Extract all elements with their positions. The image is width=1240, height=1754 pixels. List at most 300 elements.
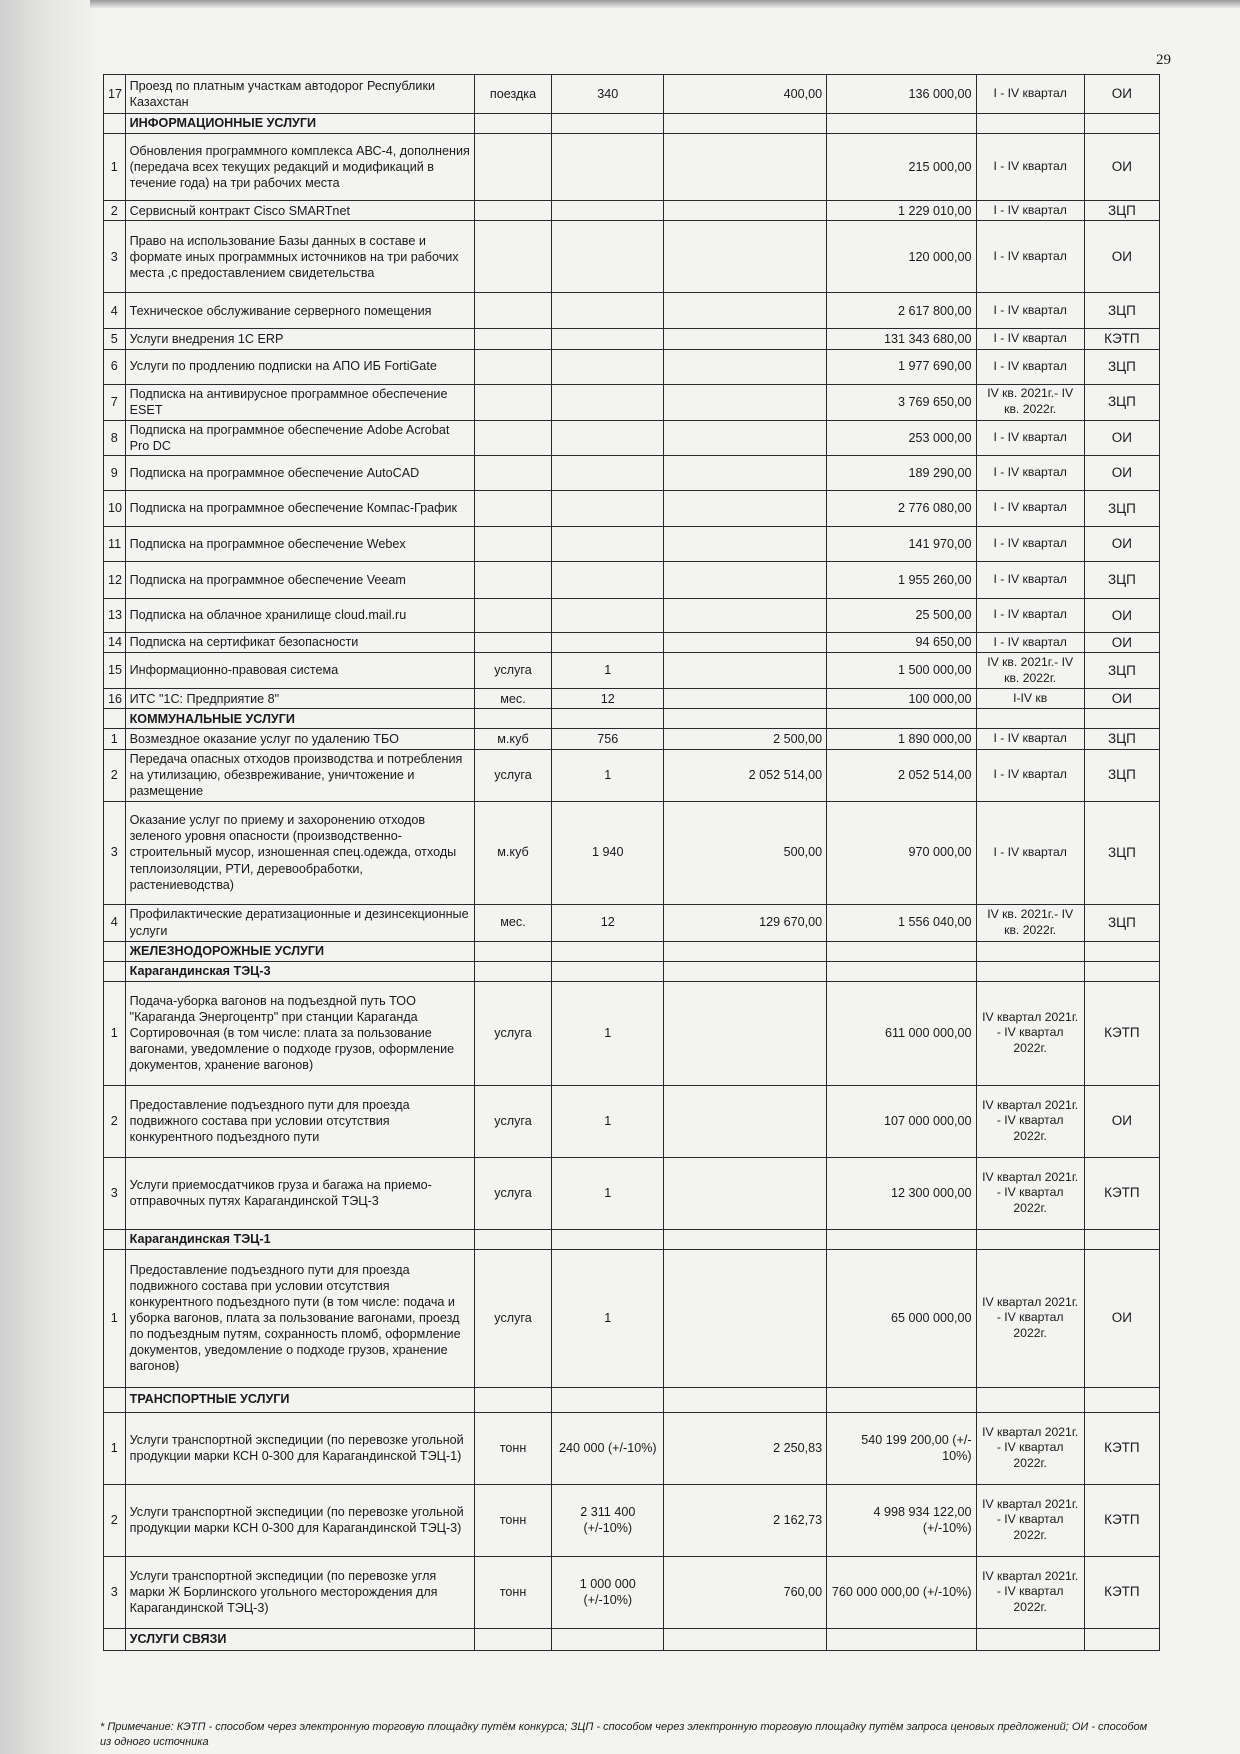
service-name-cell: Подписка на программное обеспечение Adobe Acrobat Pro DC xyxy=(125,420,474,455)
quantity-cell xyxy=(552,1387,664,1412)
procurement-method-cell xyxy=(1084,1229,1159,1249)
unit-price-cell xyxy=(664,134,827,201)
procurement-method-cell xyxy=(1084,1628,1159,1650)
service-name-cell: ИТС "1С: Предприятие 8" xyxy=(125,689,474,709)
procurement-method-cell: ЗЦП xyxy=(1084,749,1159,801)
procurement-method-cell: ОИ xyxy=(1084,134,1159,201)
quantity-cell xyxy=(552,349,664,384)
quantity-cell: 1 xyxy=(552,981,664,1085)
unit-price-cell xyxy=(664,709,827,729)
table-row xyxy=(104,1249,1160,1387)
row-number-cell: 9 xyxy=(104,455,126,490)
row-number-cell xyxy=(104,1387,126,1412)
section-title: ЖЕЛЕЗНОДОРОЖНЫЕ УСЛУГИ xyxy=(125,941,474,961)
unit-of-measure-cell xyxy=(474,941,551,961)
delivery-term-cell: I - IV квартал xyxy=(976,490,1084,526)
footnote: * Примечание: КЭТП - способом через электронную торговую площадку путём конкурса; ЗЦП - способом через электронную торговую площадку путём запроса ценовых предложений; ОИ - способом из одного источника xyxy=(100,1721,1148,1748)
quantity-cell xyxy=(552,384,664,420)
quantity-cell xyxy=(552,455,664,490)
total-amount-cell: 1 500 000,00 xyxy=(827,653,976,689)
service-name-cell: Подписка на программное обеспечение AutoCAD xyxy=(125,455,474,490)
total-amount-cell xyxy=(827,1229,976,1249)
unit-price-cell xyxy=(664,1157,827,1229)
delivery-term-cell: IV квартал 2021г. - IV квартал 2022г. xyxy=(976,1412,1084,1484)
row-number-cell xyxy=(104,1628,126,1650)
delivery-term-cell: IV квартал 2021г. - IV квартал 2022г. xyxy=(976,981,1084,1085)
total-amount-cell: 253 000,00 xyxy=(827,420,976,455)
total-amount-cell: 25 500,00 xyxy=(827,598,976,632)
row-number-cell: 2 xyxy=(104,749,126,801)
unit-price-cell xyxy=(664,490,827,526)
unit-price-cell xyxy=(664,526,827,561)
procurement-method-cell xyxy=(1084,114,1159,134)
section-header-row xyxy=(104,709,1160,729)
procurement-method-cell: ОИ xyxy=(1084,221,1159,293)
row-number-cell: 2 xyxy=(104,201,126,221)
total-amount-cell: 3 769 650,00 xyxy=(827,384,976,420)
unit-price-cell: 760,00 xyxy=(664,1556,827,1628)
service-name-cell: Подписка на облачное хранилище cloud.mail.ru xyxy=(125,598,474,632)
table-row xyxy=(104,904,1160,941)
delivery-term-cell: I - IV квартал xyxy=(976,134,1084,201)
quantity-cell xyxy=(552,490,664,526)
total-amount-cell: 611 000 000,00 xyxy=(827,981,976,1085)
unit-price-cell xyxy=(664,1229,827,1249)
row-number-cell: 1 xyxy=(104,729,126,749)
delivery-term-cell: I - IV квартал xyxy=(976,598,1084,632)
table-row xyxy=(104,455,1160,490)
row-number-cell: 3 xyxy=(104,221,126,293)
table-row xyxy=(104,598,1160,632)
total-amount-cell xyxy=(827,114,976,134)
procurement-method-cell: ОИ xyxy=(1084,598,1159,632)
row-number-cell: 3 xyxy=(104,1556,126,1628)
service-name-cell: Обновления программного комплекса АВС-4, дополнения (передача всех текущих редакций и модификаций в течение года) на три рабочих места xyxy=(125,134,474,201)
row-number-cell: 15 xyxy=(104,653,126,689)
procurement-method-cell: ОИ xyxy=(1084,689,1159,709)
procurement-method-cell: ЗЦП xyxy=(1084,653,1159,689)
total-amount-cell: 107 000 000,00 xyxy=(827,1085,976,1157)
row-number-cell: 1 xyxy=(104,981,126,1085)
row-number-cell: 8 xyxy=(104,420,126,455)
delivery-term-cell: I - IV квартал xyxy=(976,201,1084,221)
unit-price-cell xyxy=(664,329,827,349)
delivery-term-cell: I-IV кв xyxy=(976,689,1084,709)
service-name-cell: Возмездное оказание услуг по удалению ТБО xyxy=(125,729,474,749)
row-number-cell: 14 xyxy=(104,632,126,652)
unit-of-measure-cell xyxy=(474,632,551,652)
table-row xyxy=(104,1085,1160,1157)
quantity-cell: 1 xyxy=(552,1157,664,1229)
table-row xyxy=(104,526,1160,561)
quantity-cell: 2 311 400 (+/-10%) xyxy=(552,1484,664,1556)
delivery-term-cell: I - IV квартал xyxy=(976,349,1084,384)
section-header-row xyxy=(104,1229,1160,1249)
unit-price-cell xyxy=(664,1628,827,1650)
table-row xyxy=(104,801,1160,904)
service-name-cell: Сервисный контракт Cisco SMARTnet xyxy=(125,201,474,221)
service-name-cell: Подписка на программное обеспечение Компас-График xyxy=(125,490,474,526)
unit-price-cell: 2 500,00 xyxy=(664,729,827,749)
unit-price-cell xyxy=(664,221,827,293)
delivery-term-cell: I - IV квартал xyxy=(976,455,1084,490)
unit-price-cell xyxy=(664,293,827,329)
procurement-method-cell xyxy=(1084,1387,1159,1412)
section-title: ТРАНСПОРТНЫЕ УСЛУГИ xyxy=(125,1387,474,1412)
procurement-method-cell xyxy=(1084,961,1159,981)
table-row xyxy=(104,221,1160,293)
procurement-method-cell: ЗЦП xyxy=(1084,904,1159,941)
total-amount-cell: 970 000,00 xyxy=(827,801,976,904)
procurement-method-cell: КЭТП xyxy=(1084,329,1159,349)
row-number-cell xyxy=(104,709,126,729)
total-amount-cell: 4 998 934 122,00 (+/-10%) xyxy=(827,1484,976,1556)
row-number-cell: 11 xyxy=(104,526,126,561)
service-name-cell: Право на использование Базы данных в составе и формате иных программных источников на три рабочих места ,с предоставлением свидетельства xyxy=(125,221,474,293)
delivery-term-cell: I - IV квартал xyxy=(976,329,1084,349)
unit-price-cell xyxy=(664,632,827,652)
total-amount-cell: 2 052 514,00 xyxy=(827,749,976,801)
unit-of-measure-cell xyxy=(474,329,551,349)
unit-of-measure-cell xyxy=(474,709,551,729)
service-name-cell: Услуги внедрения 1С ERP xyxy=(125,329,474,349)
section-header-row xyxy=(104,114,1160,134)
row-number-cell: 2 xyxy=(104,1484,126,1556)
procurement-table xyxy=(103,74,1160,1651)
delivery-term-cell: I - IV квартал xyxy=(976,526,1084,561)
quantity-cell xyxy=(552,598,664,632)
total-amount-cell: 2 617 800,00 xyxy=(827,293,976,329)
unit-of-measure-cell xyxy=(474,384,551,420)
table-row xyxy=(104,75,1160,114)
table-row xyxy=(104,420,1160,455)
service-name-cell: Услуги транспортной экспедиции (по перевозке угля марки Ж Борлинского угольного месторождения для Карагандинской ТЭЦ-3) xyxy=(125,1556,474,1628)
procurement-method-cell: ЗЦП xyxy=(1084,349,1159,384)
table-row xyxy=(104,653,1160,689)
procurement-method-cell: ОИ xyxy=(1084,1085,1159,1157)
service-name-cell: Подписка на программное обеспечение Webex xyxy=(125,526,474,561)
unit-price-cell xyxy=(664,420,827,455)
table-row xyxy=(104,1484,1160,1556)
unit-of-measure-cell: тонн xyxy=(474,1556,551,1628)
unit-price-cell: 2 162,73 xyxy=(664,1484,827,1556)
quantity-cell: 12 xyxy=(552,904,664,941)
table-row xyxy=(104,1556,1160,1628)
delivery-term-cell: I - IV квартал xyxy=(976,221,1084,293)
procurement-method-cell: КЭТП xyxy=(1084,1556,1159,1628)
delivery-term-cell: I - IV квартал xyxy=(976,632,1084,652)
row-number-cell: 7 xyxy=(104,384,126,420)
unit-of-measure-cell xyxy=(474,221,551,293)
row-number-cell: 16 xyxy=(104,689,126,709)
row-number-cell: 17 xyxy=(104,75,126,114)
row-number-cell: 2 xyxy=(104,1085,126,1157)
delivery-term-cell: I - IV квартал xyxy=(976,293,1084,329)
table-row xyxy=(104,384,1160,420)
row-number-cell: 1 xyxy=(104,134,126,201)
unit-of-measure-cell: услуга xyxy=(474,981,551,1085)
total-amount-cell: 1 977 690,00 xyxy=(827,349,976,384)
section-title: Карагандинская ТЭЦ-1 xyxy=(125,1229,474,1249)
row-number-cell xyxy=(104,114,126,134)
unit-price-cell xyxy=(664,561,827,598)
delivery-term-cell: IV квартал 2021г. - IV квартал 2022г. xyxy=(976,1484,1084,1556)
unit-of-measure-cell: услуга xyxy=(474,1085,551,1157)
total-amount-cell: 100 000,00 xyxy=(827,689,976,709)
unit-of-measure-cell: тонн xyxy=(474,1412,551,1484)
row-number-cell: 6 xyxy=(104,349,126,384)
delivery-term-cell: IV кв. 2021г.- IV кв. 2022г. xyxy=(976,384,1084,420)
service-name-cell: Подписка на сертификат безопасности xyxy=(125,632,474,652)
table-row xyxy=(104,729,1160,749)
unit-of-measure-cell xyxy=(474,201,551,221)
row-number-cell: 10 xyxy=(104,490,126,526)
delivery-term-cell xyxy=(976,114,1084,134)
row-number-cell xyxy=(104,961,126,981)
unit-of-measure-cell xyxy=(474,349,551,384)
delivery-term-cell xyxy=(976,1387,1084,1412)
delivery-term-cell: I - IV квартал xyxy=(976,729,1084,749)
section-title: Карагандинская ТЭЦ-3 xyxy=(125,961,474,981)
total-amount-cell: 12 300 000,00 xyxy=(827,1157,976,1229)
procurement-method-cell: ОИ xyxy=(1084,420,1159,455)
unit-of-measure-cell xyxy=(474,490,551,526)
delivery-term-cell xyxy=(976,941,1084,961)
unit-of-measure-cell: м.куб xyxy=(474,729,551,749)
unit-price-cell: 129 670,00 xyxy=(664,904,827,941)
unit-price-cell xyxy=(664,1387,827,1412)
unit-of-measure-cell: тонн xyxy=(474,1484,551,1556)
quantity-cell xyxy=(552,1628,664,1650)
quantity-cell xyxy=(552,329,664,349)
scan-margin-shadow xyxy=(0,0,100,1754)
total-amount-cell: 2 776 080,00 xyxy=(827,490,976,526)
procurement-method-cell: ЗЦП xyxy=(1084,490,1159,526)
table-row xyxy=(104,689,1160,709)
procurement-method-cell: КЭТП xyxy=(1084,981,1159,1085)
quantity-cell xyxy=(552,293,664,329)
total-amount-cell: 1 556 040,00 xyxy=(827,904,976,941)
quantity-cell: 12 xyxy=(552,689,664,709)
row-number-cell: 1 xyxy=(104,1412,126,1484)
delivery-term-cell: I - IV квартал xyxy=(976,420,1084,455)
quantity-cell: 240 000 (+/-10%) xyxy=(552,1412,664,1484)
quantity-cell: 340 xyxy=(552,75,664,114)
total-amount-cell xyxy=(827,709,976,729)
unit-price-cell xyxy=(664,653,827,689)
service-name-cell: Техническое обслуживание серверного помещения xyxy=(125,293,474,329)
unit-of-measure-cell: услуга xyxy=(474,653,551,689)
delivery-term-cell: I - IV квартал xyxy=(976,749,1084,801)
unit-of-measure-cell xyxy=(474,420,551,455)
unit-price-cell xyxy=(664,961,827,981)
unit-of-measure-cell xyxy=(474,961,551,981)
total-amount-cell: 136 000,00 xyxy=(827,75,976,114)
total-amount-cell xyxy=(827,1628,976,1650)
unit-price-cell xyxy=(664,941,827,961)
service-name-cell: Подписка на антивирусное программное обеспечение ESET xyxy=(125,384,474,420)
service-name-cell: Проезд по платным участкам автодорог Республики Казахстан xyxy=(125,75,474,114)
delivery-term-cell: I - IV квартал xyxy=(976,561,1084,598)
procurement-method-cell: ОИ xyxy=(1084,75,1159,114)
delivery-term-cell xyxy=(976,709,1084,729)
row-number-cell xyxy=(104,1229,126,1249)
unit-price-cell xyxy=(664,1249,827,1387)
table-row xyxy=(104,349,1160,384)
row-number-cell: 13 xyxy=(104,598,126,632)
delivery-term-cell xyxy=(976,1229,1084,1249)
unit-price-cell xyxy=(664,384,827,420)
procurement-method-cell: КЭТП xyxy=(1084,1484,1159,1556)
table-row xyxy=(104,981,1160,1085)
total-amount-cell: 141 970,00 xyxy=(827,526,976,561)
row-number-cell: 12 xyxy=(104,561,126,598)
quantity-cell: 1 xyxy=(552,749,664,801)
scan-top-edge xyxy=(90,0,1240,8)
delivery-term-cell: IV кв. 2021г.- IV кв. 2022г. xyxy=(976,653,1084,689)
unit-of-measure-cell: услуга xyxy=(474,749,551,801)
delivery-term-cell: I - IV квартал xyxy=(976,75,1084,114)
service-name-cell: Услуги транспортной экспедиции (по перевозке угольной продукции марки КСН 0-300 для Карагандинской ТЭЦ-3) xyxy=(125,1484,474,1556)
page-number: 29 xyxy=(1156,52,1171,68)
unit-of-measure-cell xyxy=(474,526,551,561)
unit-price-cell xyxy=(664,598,827,632)
row-number-cell: 4 xyxy=(104,904,126,941)
table-row xyxy=(104,749,1160,801)
unit-of-measure-cell: услуга xyxy=(474,1249,551,1387)
unit-price-cell xyxy=(664,689,827,709)
delivery-term-cell: IV квартал 2021г. - IV квартал 2022г. xyxy=(976,1249,1084,1387)
procurement-method-cell: ОИ xyxy=(1084,1249,1159,1387)
service-name-cell: Предоставление подъездного пути для проезда подвижного состава при условии отсутствия конкурентного подъездного пути xyxy=(125,1085,474,1157)
unit-of-measure-cell: услуга xyxy=(474,1157,551,1229)
unit-price-cell xyxy=(664,114,827,134)
total-amount-cell: 1 229 010,00 xyxy=(827,201,976,221)
service-name-cell: Передача опасных отходов производства и потребления на утилизацию, обезвреживание, уничтожение и размещение xyxy=(125,749,474,801)
section-header-row xyxy=(104,1387,1160,1412)
table-row xyxy=(104,632,1160,652)
unit-of-measure-cell xyxy=(474,114,551,134)
quantity-cell: 1 000 000 (+/-10%) xyxy=(552,1556,664,1628)
total-amount-cell xyxy=(827,961,976,981)
table-row xyxy=(104,134,1160,201)
procurement-method-cell: ЗЦП xyxy=(1084,293,1159,329)
table-row xyxy=(104,329,1160,349)
row-number-cell: 5 xyxy=(104,329,126,349)
unit-price-cell: 2 052 514,00 xyxy=(664,749,827,801)
service-name-cell: Предоставление подъездного пути для проезда подвижного состава при условии отсутствия конкурентного подъездного пути (в том числе: подача и уборка вагонов, плата за пользование вагонами, проезд по подъездным путям, сохранность пломб, оформление документов, уведомление о подходе грузов, хранение вагонов) xyxy=(125,1249,474,1387)
section-title: КОММУНАЛЬНЫЕ УСЛУГИ xyxy=(125,709,474,729)
table-row xyxy=(104,1412,1160,1484)
service-name-cell: Услуги по продлению подписки на АПО ИБ FortiGate xyxy=(125,349,474,384)
procurement-method-cell: ЗЦП xyxy=(1084,801,1159,904)
unit-price-cell: 500,00 xyxy=(664,801,827,904)
section-title: УСЛУГИ СВЯЗИ xyxy=(125,1628,474,1650)
section-header-row xyxy=(104,1628,1160,1650)
section-header-row xyxy=(104,961,1160,981)
quantity-cell xyxy=(552,941,664,961)
quantity-cell: 1 xyxy=(552,1249,664,1387)
unit-of-measure-cell xyxy=(474,1229,551,1249)
procurement-method-cell xyxy=(1084,709,1159,729)
total-amount-cell: 120 000,00 xyxy=(827,221,976,293)
quantity-cell xyxy=(552,632,664,652)
unit-of-measure-cell: м.куб xyxy=(474,801,551,904)
unit-price-cell xyxy=(664,349,827,384)
procurement-method-cell: ЗЦП xyxy=(1084,201,1159,221)
total-amount-cell xyxy=(827,941,976,961)
unit-of-measure-cell xyxy=(474,1628,551,1650)
unit-price-cell xyxy=(664,455,827,490)
service-name-cell: Информационно-правовая система xyxy=(125,653,474,689)
total-amount-cell: 131 343 680,00 xyxy=(827,329,976,349)
total-amount-cell: 94 650,00 xyxy=(827,632,976,652)
service-name-cell: Подача-уборка вагонов на подъездной путь ТОО "Караганда Энергоцентр" при станции Караганда Сортировочная (в том числе: плата за пользование вагонами, уведомление о подходе грузов, оформление документов, хранение вагонов) xyxy=(125,981,474,1085)
total-amount-cell: 540 199 200,00 (+/- 10%) xyxy=(827,1412,976,1484)
quantity-cell xyxy=(552,961,664,981)
service-name-cell: Оказание услуг по приему и захоронению отходов зеленого уровня опасности (производственно-строительный мусор, изношенная спец.одежда, отходы теплоизоляции, РТИ, деревообработки, растениеводства) xyxy=(125,801,474,904)
quantity-cell xyxy=(552,201,664,221)
total-amount-cell: 189 290,00 xyxy=(827,455,976,490)
table-row xyxy=(104,1157,1160,1229)
delivery-term-cell xyxy=(976,1628,1084,1650)
quantity-cell xyxy=(552,221,664,293)
unit-of-measure-cell xyxy=(474,134,551,201)
delivery-term-cell: IV квартал 2021г. - IV квартал 2022г. xyxy=(976,1085,1084,1157)
quantity-cell xyxy=(552,526,664,561)
procurement-method-cell: КЭТП xyxy=(1084,1157,1159,1229)
delivery-term-cell xyxy=(976,961,1084,981)
total-amount-cell: 1 955 260,00 xyxy=(827,561,976,598)
total-amount-cell: 760 000 000,00 (+/-10%) xyxy=(827,1556,976,1628)
quantity-cell: 1 940 xyxy=(552,801,664,904)
unit-price-cell xyxy=(664,981,827,1085)
quantity-cell: 1 xyxy=(552,1085,664,1157)
unit-of-measure-cell xyxy=(474,561,551,598)
total-amount-cell: 1 890 000,00 xyxy=(827,729,976,749)
unit-of-measure-cell: мес. xyxy=(474,689,551,709)
unit-of-measure-cell xyxy=(474,1387,551,1412)
service-name-cell: Подписка на программное обеспечение Veeam xyxy=(125,561,474,598)
delivery-term-cell: I - IV квартал xyxy=(976,801,1084,904)
quantity-cell xyxy=(552,561,664,598)
unit-price-cell: 400,00 xyxy=(664,75,827,114)
unit-price-cell: 2 250,83 xyxy=(664,1412,827,1484)
delivery-term-cell: IV квартал 2021г. - IV квартал 2022г. xyxy=(976,1157,1084,1229)
row-number-cell: 1 xyxy=(104,1249,126,1387)
unit-of-measure-cell xyxy=(474,598,551,632)
section-title: ИНФОРМАЦИОННЫЕ УСЛУГИ xyxy=(125,114,474,134)
unit-of-measure-cell xyxy=(474,293,551,329)
unit-price-cell xyxy=(664,1085,827,1157)
quantity-cell: 756 xyxy=(552,729,664,749)
section-header-row xyxy=(104,941,1160,961)
service-name-cell: Услуги транспортной экспедиции (по перевозке угольной продукции марки КСН 0-300 для Карагандинской ТЭЦ-1) xyxy=(125,1412,474,1484)
unit-of-measure-cell: мес. xyxy=(474,904,551,941)
row-number-cell: 4 xyxy=(104,293,126,329)
procurement-method-cell: ЗЦП xyxy=(1084,384,1159,420)
row-number-cell: 3 xyxy=(104,1157,126,1229)
procurement-method-cell: ЗЦП xyxy=(1084,729,1159,749)
procurement-method-cell: ОИ xyxy=(1084,526,1159,561)
row-number-cell: 3 xyxy=(104,801,126,904)
procurement-method-cell: ОИ xyxy=(1084,455,1159,490)
unit-price-cell xyxy=(664,201,827,221)
quantity-cell: 1 xyxy=(552,653,664,689)
total-amount-cell: 215 000,00 xyxy=(827,134,976,201)
table-row xyxy=(104,490,1160,526)
unit-of-measure-cell xyxy=(474,455,551,490)
